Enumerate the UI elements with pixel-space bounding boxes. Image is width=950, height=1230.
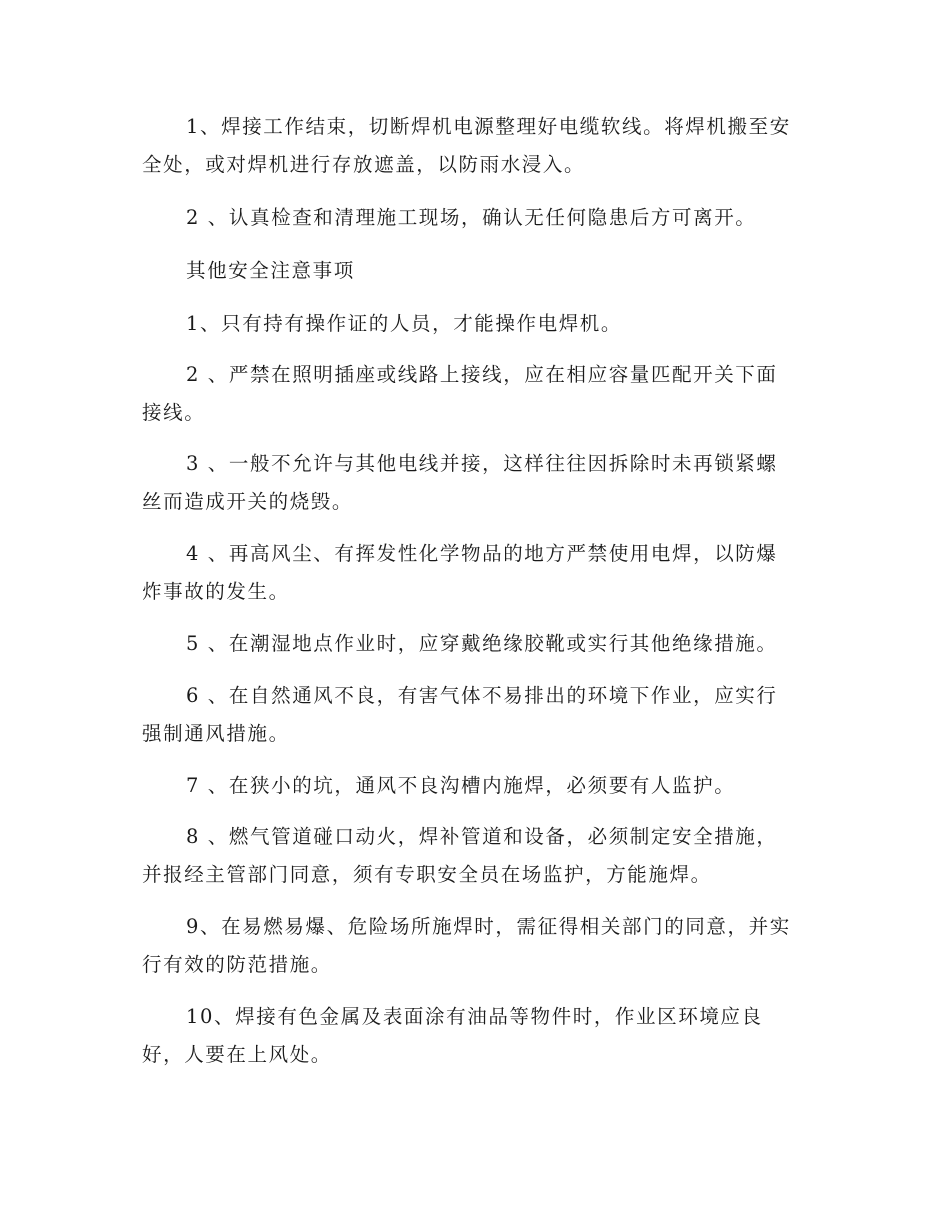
paragraph-item-2 (142, 356, 812, 432)
paragraph-line: 全处，或对焊机进行存放遮盖，以防雨水浸入。 (142, 153, 586, 176)
paragraph-line: 强制通风措施。 (142, 722, 290, 745)
paragraph-line: 1、只有持有操作证的人员，才能操作电焊机。 (186, 312, 623, 335)
paragraph-item-10 (142, 998, 812, 1074)
paragraph-item-6 (142, 677, 812, 753)
paragraph-line: 接线。 (142, 401, 206, 424)
paragraph-line: 8 、燃气管道碰口动火，焊补管道和设备，必须制定安全措施， (186, 825, 778, 848)
paragraph-item-8 (142, 818, 812, 894)
paragraph-line: 炸事故的发生。 (142, 580, 290, 603)
paragraph-line: 10、焊接有色金属及表面涂有油品等物件时，作业区环境应良 (186, 1005, 763, 1028)
paragraph-line: 2 、认真检查和清理施工现场，确认无任何隐患后方可离开。 (186, 206, 757, 229)
paragraph-item-1 (142, 305, 812, 343)
paragraph-line: 行有效的防范措施。 (142, 953, 332, 976)
paragraph-item-7 (142, 767, 812, 805)
paragraph-line: 2 、严禁在照明插座或线路上接线，应在相应容量匹配开关下面 (186, 363, 778, 386)
section-heading (142, 252, 812, 290)
paragraph-line: 6 、在自然通风不良，有害气体不易排出的环境下作业，应实行 (186, 684, 778, 707)
paragraph-line: 9、在易燃易爆、危险场所施焊时，需征得相关部门的同意，并实 (186, 915, 791, 938)
paragraph-item-9 (142, 908, 812, 984)
paragraph-line: 好，人要在上风处。 (142, 1043, 332, 1066)
paragraph-welding-finish (142, 108, 812, 184)
paragraph-item-5 (142, 625, 812, 663)
paragraph-line: 并报经主管部门同意，须有专职安全员在场监护，方能施焊。 (142, 863, 712, 886)
paragraph-line: 7 、在狭小的坑，通风不良沟槽内施焊，必须要有人监护。 (186, 774, 736, 797)
paragraph-line: 丝而造成开关的烧毁。 (142, 490, 354, 513)
paragraph-item-4 (142, 535, 812, 611)
paragraph-inspect-site (142, 199, 812, 237)
paragraph-line: 5 、在潮湿地点作业时，应穿戴绝缘胶靴或实行其他绝缘措施。 (186, 632, 778, 655)
paragraph-line: 4 、再高风尘、有挥发性化学物品的地方严禁使用电焊，以防爆 (186, 542, 778, 565)
section-heading-text: 其他安全注意事项 (186, 259, 355, 282)
paragraph-line: 1、焊接工作结束，切断焊机电源整理好电缆软线。将焊机搬至安 (186, 115, 791, 138)
paragraph-item-3 (142, 445, 812, 521)
paragraph-line: 3 、一般不允许与其他电线并接，这样往往因拆除时未再锁紧螺 (186, 452, 778, 475)
